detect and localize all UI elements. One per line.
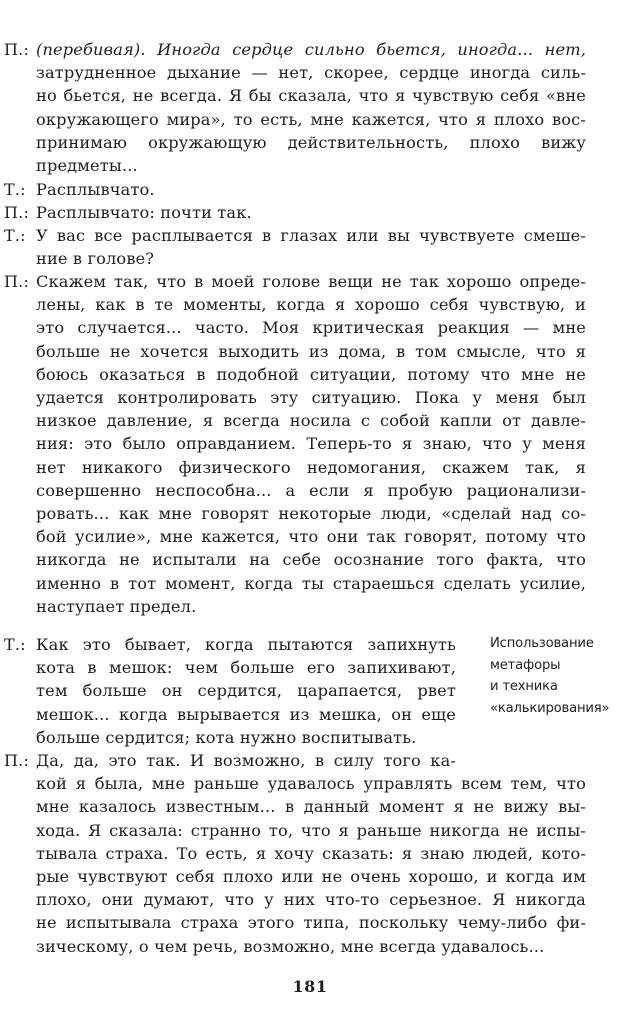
text-line: больше не хочется выходить из дома, в том смысле, что я	[36, 341, 586, 361]
text-line: предметы...	[36, 156, 138, 176]
text-line: Да, да, это так. И возможно, в силу того ка-	[36, 751, 456, 770]
text-line: лены, как в те моменты, когда я хорошо себя чувствую, и	[36, 295, 586, 315]
text-line: мне казалось известным... в данный момент я не вижу вы-	[36, 797, 586, 817]
text-line: зическому, о чем речь, возможно, мне всегда удавалось...	[36, 936, 545, 956]
text-line: ние в голове?	[36, 249, 155, 269]
text-line: Расплывчато: почти так.	[36, 203, 252, 222]
text-line: именно в тот момент, когда ты стараешься сделать усилие,	[36, 573, 586, 593]
text-line: окружающего мира», то есть, мне кажется, что я плохо вос-	[36, 109, 586, 129]
text-line: совершенно неспособна... а если я пробую рационализи-	[36, 480, 586, 500]
dialogue-text	[36, 38, 586, 177]
text-line: кота в мешок: чем больше его запихивают,	[36, 658, 456, 678]
text-line: не испытывала страха этого типа, поскольку чему-либо фи-	[36, 913, 586, 933]
text-line: ровать... как мне говорят некоторые люди, «сделай над со-	[36, 504, 586, 524]
dialogue-text	[36, 201, 586, 224]
text-line: затрудненное дыхание — нет, скорее, сердце иногда силь-	[36, 63, 586, 83]
text-line: Скажем так, что в моей голове вещи не так хорошо опреде-	[36, 272, 586, 291]
text-line: удается контролировать эту ситуацию. Пока у меня был	[36, 388, 586, 408]
page-number: 181	[292, 977, 328, 996]
text-line: плохо, они думают, что у них что-то серьезное. Я никогда	[36, 890, 586, 910]
text-line: никогда не испытали на себе осознание того факта, что	[36, 550, 586, 570]
text-line: низкое давление, я всегда носила с собой капли от давле-	[36, 411, 586, 431]
speaker-label: П.:	[4, 272, 30, 291]
text-line: но бьется, не всегда. Я бы сказала, что я чувствую себя «вне	[36, 86, 586, 106]
margin-note	[490, 633, 618, 719]
text-line: тывала страха. То есть, я хочу сказать: я знаю людей, кото-	[36, 843, 586, 863]
text-line: наступает предел.	[36, 596, 197, 616]
text-line: Расплывчато.	[36, 180, 155, 199]
text-line: нет никакого физического недомогания, скажем так, я	[36, 457, 586, 477]
dialogue-text	[36, 633, 456, 749]
speaker-label: П.:	[4, 40, 30, 59]
text-line: У вас все расплывается в глазах или вы чувствуете смеше-	[36, 226, 586, 245]
text-line: это случается... часто. Моя критическая реакция — мне	[36, 318, 586, 338]
text-line: бой усилие», мне кажется, что они так говорят, потому что	[36, 527, 586, 547]
text-line: (перебивая). Иногда сердце сильно бьется, иногда... нет,	[36, 40, 586, 59]
margin-note-line: Использование	[490, 636, 594, 651]
text-line: ния: это было оправданием. Теперь-то я знаю, что у меня	[36, 434, 586, 454]
dialogue-text	[36, 749, 586, 958]
dialogue-text	[36, 270, 586, 618]
text-line: мешок... когда вырывается из мешка, он еще	[36, 704, 456, 724]
text-line: Как это бывает, когда пытаются запихнуть	[36, 635, 456, 654]
margin-note-line: «калькирования»	[490, 700, 610, 716]
text-line: рые чувствуют себя плохо или не очень хорошо, и когда им	[36, 867, 586, 887]
text-line: хода. Я сказала: странно то, что я раньше никогда не испы-	[36, 820, 586, 840]
text-line: кой я была, мне раньше удавалось управлять всем тем, что	[36, 774, 586, 794]
speaker-label: Т.:	[4, 226, 26, 245]
speaker-label: Т.:	[4, 635, 26, 654]
speaker-label: Т.:	[4, 180, 26, 199]
text-line: тем больше он сердится, царапается, рвет	[36, 681, 456, 701]
dialogue-text	[36, 224, 586, 270]
text-line: боюсь оказаться в подобной ситуации, потому что мне не	[36, 364, 586, 384]
text-line: принимаю окружающую действительность, плохо вижу	[36, 132, 586, 152]
margin-note-line: и техника	[490, 679, 558, 694]
speaker-label: П.:	[4, 203, 30, 222]
margin-note-line: метафоры	[490, 657, 561, 673]
text-line: больше сердится; кота нужно воспитывать.	[36, 727, 417, 747]
dialogue-text	[36, 178, 586, 201]
speaker-label: П.:	[4, 751, 30, 770]
